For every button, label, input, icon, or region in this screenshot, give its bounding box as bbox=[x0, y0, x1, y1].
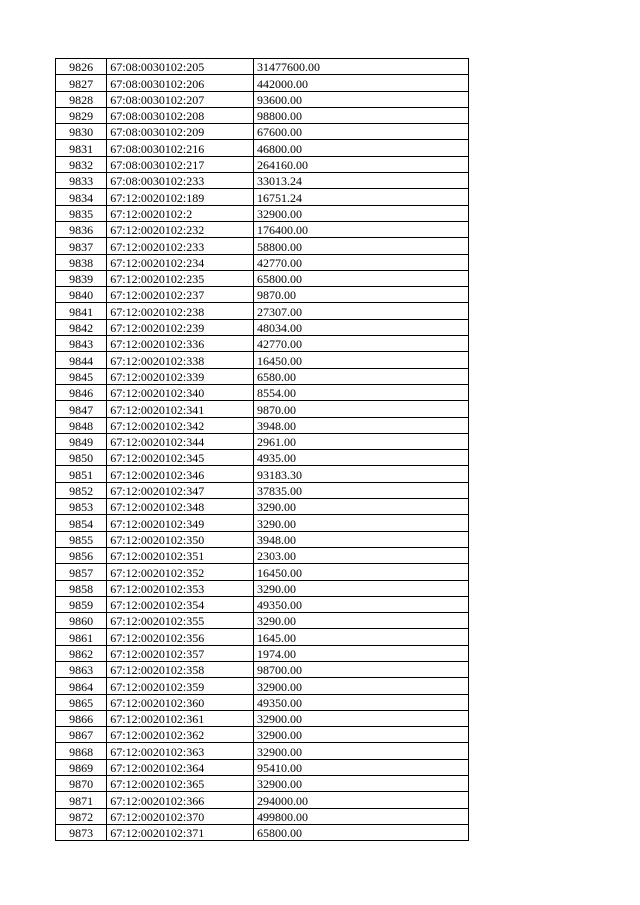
cadastral-number-cell: 67:08:0030102:205 bbox=[107, 59, 254, 75]
row-number-cell: 9845 bbox=[56, 368, 107, 384]
table-row bbox=[56, 401, 469, 417]
cadastral-number-cell: 67:08:0030102:217 bbox=[107, 156, 254, 172]
cadastral-number-cell: 67:12:0020102:2 bbox=[107, 205, 254, 221]
row-number-cell: 9869 bbox=[56, 759, 107, 775]
row-number-cell: 9859 bbox=[56, 596, 107, 612]
cadastral-number-cell: 67:08:0030102:206 bbox=[107, 75, 254, 91]
value-cell: 1974.00 bbox=[253, 645, 468, 661]
table-row bbox=[56, 499, 469, 515]
cadastral-number-cell: 67:12:0020102:360 bbox=[107, 694, 254, 710]
table-body bbox=[56, 59, 469, 841]
cadastral-number-cell: 67:12:0020102:364 bbox=[107, 759, 254, 775]
cadastral-number-cell: 67:12:0020102:345 bbox=[107, 450, 254, 466]
table-row bbox=[56, 287, 469, 303]
row-number-cell: 9842 bbox=[56, 319, 107, 335]
table-row bbox=[56, 433, 469, 449]
table-row bbox=[56, 596, 469, 612]
cadastral-number-cell: 67:12:0020102:370 bbox=[107, 808, 254, 824]
cadastral-number-cell: 67:12:0020102:349 bbox=[107, 515, 254, 531]
cadastral-number-cell: 67:12:0020102:353 bbox=[107, 580, 254, 596]
value-cell: 442000.00 bbox=[253, 75, 468, 91]
cadastral-number-cell: 67:12:0020102:359 bbox=[107, 678, 254, 694]
table-row bbox=[56, 75, 469, 91]
row-number-cell: 9864 bbox=[56, 678, 107, 694]
cadastral-number-cell: 67:12:0020102:189 bbox=[107, 189, 254, 205]
table-row bbox=[56, 482, 469, 498]
value-cell: 264160.00 bbox=[253, 156, 468, 172]
row-number-cell: 9827 bbox=[56, 75, 107, 91]
table-row bbox=[56, 173, 469, 189]
table-row bbox=[56, 564, 469, 580]
row-number-cell: 9863 bbox=[56, 661, 107, 677]
cadastral-number-cell: 67:12:0020102:361 bbox=[107, 710, 254, 726]
cadastral-number-cell: 67:12:0020102:340 bbox=[107, 384, 254, 400]
row-number-cell: 9872 bbox=[56, 808, 107, 824]
table-row bbox=[56, 466, 469, 482]
table-row bbox=[56, 515, 469, 531]
value-cell: 16450.00 bbox=[253, 352, 468, 368]
row-number-cell: 9844 bbox=[56, 352, 107, 368]
cadastral-number-cell: 67:12:0020102:237 bbox=[107, 287, 254, 303]
value-cell: 9870.00 bbox=[253, 401, 468, 417]
row-number-cell: 9830 bbox=[56, 124, 107, 140]
table-row bbox=[56, 254, 469, 270]
table-row bbox=[56, 319, 469, 335]
table-row bbox=[56, 727, 469, 743]
value-cell: 32900.00 bbox=[253, 710, 468, 726]
value-cell: 32900.00 bbox=[253, 205, 468, 221]
value-cell: 3290.00 bbox=[253, 613, 468, 629]
row-number-cell: 9839 bbox=[56, 270, 107, 286]
cadastral-number-cell: 67:12:0020102:355 bbox=[107, 613, 254, 629]
row-number-cell: 9855 bbox=[56, 531, 107, 547]
row-number-cell: 9826 bbox=[56, 59, 107, 75]
row-number-cell: 9843 bbox=[56, 336, 107, 352]
table-row bbox=[56, 124, 469, 140]
cadastral-number-cell: 67:08:0030102:207 bbox=[107, 91, 254, 107]
table-row bbox=[56, 547, 469, 563]
row-number-cell: 9857 bbox=[56, 564, 107, 580]
value-cell: 9870.00 bbox=[253, 287, 468, 303]
table-row bbox=[56, 368, 469, 384]
cadastral-number-cell: 67:12:0020102:363 bbox=[107, 743, 254, 759]
row-number-cell: 9858 bbox=[56, 580, 107, 596]
value-cell: 3290.00 bbox=[253, 515, 468, 531]
cadastral-number-cell: 67:12:0020102:356 bbox=[107, 629, 254, 645]
value-cell: 4935.00 bbox=[253, 450, 468, 466]
value-cell: 176400.00 bbox=[253, 221, 468, 237]
cadastral-number-cell: 67:08:0030102:209 bbox=[107, 124, 254, 140]
table-row bbox=[56, 824, 469, 840]
cadastral-number-cell: 67:12:0020102:347 bbox=[107, 482, 254, 498]
cadastral-number-cell: 67:12:0020102:350 bbox=[107, 531, 254, 547]
cadastral-number-cell: 67:12:0020102:234 bbox=[107, 254, 254, 270]
table-row bbox=[56, 531, 469, 547]
value-cell: 98700.00 bbox=[253, 661, 468, 677]
value-cell: 32900.00 bbox=[253, 743, 468, 759]
cadastral-number-cell: 67:12:0020102:232 bbox=[107, 221, 254, 237]
value-cell: 294000.00 bbox=[253, 792, 468, 808]
table-row bbox=[56, 645, 469, 661]
cadastral-number-cell: 67:12:0020102:338 bbox=[107, 352, 254, 368]
row-number-cell: 9860 bbox=[56, 613, 107, 629]
value-cell: 3948.00 bbox=[253, 417, 468, 433]
table-row bbox=[56, 661, 469, 677]
cadastral-number-cell: 67:12:0020102:366 bbox=[107, 792, 254, 808]
value-cell: 42770.00 bbox=[253, 254, 468, 270]
cadastral-number-cell: 67:12:0020102:358 bbox=[107, 661, 254, 677]
table-row bbox=[56, 417, 469, 433]
cadastral-number-cell: 67:12:0020102:341 bbox=[107, 401, 254, 417]
cadastral-number-cell: 67:12:0020102:336 bbox=[107, 336, 254, 352]
data-table bbox=[55, 58, 469, 841]
value-cell: 3290.00 bbox=[253, 580, 468, 596]
value-cell: 49350.00 bbox=[253, 596, 468, 612]
cadastral-number-cell: 67:08:0030102:216 bbox=[107, 140, 254, 156]
value-cell: 6580.00 bbox=[253, 368, 468, 384]
table-row bbox=[56, 450, 469, 466]
row-number-cell: 9854 bbox=[56, 515, 107, 531]
value-cell: 65800.00 bbox=[253, 270, 468, 286]
table-row bbox=[56, 792, 469, 808]
table-row bbox=[56, 59, 469, 75]
value-cell: 8554.00 bbox=[253, 384, 468, 400]
value-cell: 48034.00 bbox=[253, 319, 468, 335]
row-number-cell: 9846 bbox=[56, 384, 107, 400]
table-row bbox=[56, 759, 469, 775]
table-row bbox=[56, 613, 469, 629]
table-row bbox=[56, 352, 469, 368]
table-row bbox=[56, 156, 469, 172]
cadastral-number-cell: 67:12:0020102:239 bbox=[107, 319, 254, 335]
table-row bbox=[56, 776, 469, 792]
row-number-cell: 9856 bbox=[56, 547, 107, 563]
cadastral-number-cell: 67:08:0030102:233 bbox=[107, 173, 254, 189]
value-cell: 58800.00 bbox=[253, 238, 468, 254]
table-row bbox=[56, 238, 469, 254]
value-cell: 98800.00 bbox=[253, 107, 468, 123]
row-number-cell: 9849 bbox=[56, 433, 107, 449]
table-row bbox=[56, 580, 469, 596]
table-row bbox=[56, 205, 469, 221]
row-number-cell: 9828 bbox=[56, 91, 107, 107]
row-number-cell: 9868 bbox=[56, 743, 107, 759]
row-number-cell: 9862 bbox=[56, 645, 107, 661]
value-cell: 49350.00 bbox=[253, 694, 468, 710]
value-cell: 42770.00 bbox=[253, 336, 468, 352]
value-cell: 37835.00 bbox=[253, 482, 468, 498]
table-row bbox=[56, 303, 469, 319]
table-row bbox=[56, 140, 469, 156]
cadastral-number-cell: 67:12:0020102:238 bbox=[107, 303, 254, 319]
value-cell: 3290.00 bbox=[253, 499, 468, 515]
row-number-cell: 9838 bbox=[56, 254, 107, 270]
value-cell: 67600.00 bbox=[253, 124, 468, 140]
cadastral-number-cell: 67:12:0020102:371 bbox=[107, 824, 254, 840]
cadastral-number-cell: 67:12:0020102:354 bbox=[107, 596, 254, 612]
value-cell: 1645.00 bbox=[253, 629, 468, 645]
row-number-cell: 9831 bbox=[56, 140, 107, 156]
table-row bbox=[56, 710, 469, 726]
row-number-cell: 9861 bbox=[56, 629, 107, 645]
cadastral-number-cell: 67:12:0020102:235 bbox=[107, 270, 254, 286]
table-row bbox=[56, 107, 469, 123]
value-cell: 27307.00 bbox=[253, 303, 468, 319]
row-number-cell: 9867 bbox=[56, 727, 107, 743]
row-number-cell: 9829 bbox=[56, 107, 107, 123]
row-number-cell: 9835 bbox=[56, 205, 107, 221]
cadastral-number-cell: 67:12:0020102:346 bbox=[107, 466, 254, 482]
row-number-cell: 9871 bbox=[56, 792, 107, 808]
row-number-cell: 9851 bbox=[56, 466, 107, 482]
value-cell: 65800.00 bbox=[253, 824, 468, 840]
row-number-cell: 9841 bbox=[56, 303, 107, 319]
table-row bbox=[56, 384, 469, 400]
cadastral-number-cell: 67:12:0020102:365 bbox=[107, 776, 254, 792]
cadastral-number-cell: 67:12:0020102:362 bbox=[107, 727, 254, 743]
row-number-cell: 9834 bbox=[56, 189, 107, 205]
cadastral-number-cell: 67:12:0020102:342 bbox=[107, 417, 254, 433]
cadastral-number-cell: 67:12:0020102:339 bbox=[107, 368, 254, 384]
value-cell: 32900.00 bbox=[253, 678, 468, 694]
row-number-cell: 9840 bbox=[56, 287, 107, 303]
value-cell: 32900.00 bbox=[253, 727, 468, 743]
table-row bbox=[56, 694, 469, 710]
cadastral-number-cell: 67:08:0030102:208 bbox=[107, 107, 254, 123]
table-row bbox=[56, 189, 469, 205]
row-number-cell: 9866 bbox=[56, 710, 107, 726]
row-number-cell: 9832 bbox=[56, 156, 107, 172]
table-row bbox=[56, 336, 469, 352]
value-cell: 95410.00 bbox=[253, 759, 468, 775]
table-row bbox=[56, 678, 469, 694]
value-cell: 31477600.00 bbox=[253, 59, 468, 75]
value-cell: 3948.00 bbox=[253, 531, 468, 547]
table-row bbox=[56, 221, 469, 237]
cadastral-number-cell: 67:12:0020102:344 bbox=[107, 433, 254, 449]
row-number-cell: 9836 bbox=[56, 221, 107, 237]
row-number-cell: 9865 bbox=[56, 694, 107, 710]
value-cell: 2303.00 bbox=[253, 547, 468, 563]
table-row bbox=[56, 743, 469, 759]
row-number-cell: 9848 bbox=[56, 417, 107, 433]
value-cell: 16751.24 bbox=[253, 189, 468, 205]
row-number-cell: 9847 bbox=[56, 401, 107, 417]
value-cell: 46800.00 bbox=[253, 140, 468, 156]
value-cell: 93183.30 bbox=[253, 466, 468, 482]
row-number-cell: 9837 bbox=[56, 238, 107, 254]
table-row bbox=[56, 91, 469, 107]
cadastral-number-cell: 67:12:0020102:351 bbox=[107, 547, 254, 563]
row-number-cell: 9852 bbox=[56, 482, 107, 498]
table-row bbox=[56, 629, 469, 645]
row-number-cell: 9833 bbox=[56, 173, 107, 189]
row-number-cell: 9850 bbox=[56, 450, 107, 466]
cadastral-number-cell: 67:12:0020102:352 bbox=[107, 564, 254, 580]
value-cell: 33013.24 bbox=[253, 173, 468, 189]
value-cell: 93600.00 bbox=[253, 91, 468, 107]
cadastral-number-cell: 67:12:0020102:357 bbox=[107, 645, 254, 661]
value-cell: 499800.00 bbox=[253, 808, 468, 824]
row-number-cell: 9873 bbox=[56, 824, 107, 840]
value-cell: 16450.00 bbox=[253, 564, 468, 580]
row-number-cell: 9853 bbox=[56, 499, 107, 515]
cadastral-number-cell: 67:12:0020102:348 bbox=[107, 499, 254, 515]
row-number-cell: 9870 bbox=[56, 776, 107, 792]
table-row bbox=[56, 270, 469, 286]
cadastral-number-cell: 67:12:0020102:233 bbox=[107, 238, 254, 254]
table-row bbox=[56, 808, 469, 824]
value-cell: 32900.00 bbox=[253, 776, 468, 792]
value-cell: 2961.00 bbox=[253, 433, 468, 449]
